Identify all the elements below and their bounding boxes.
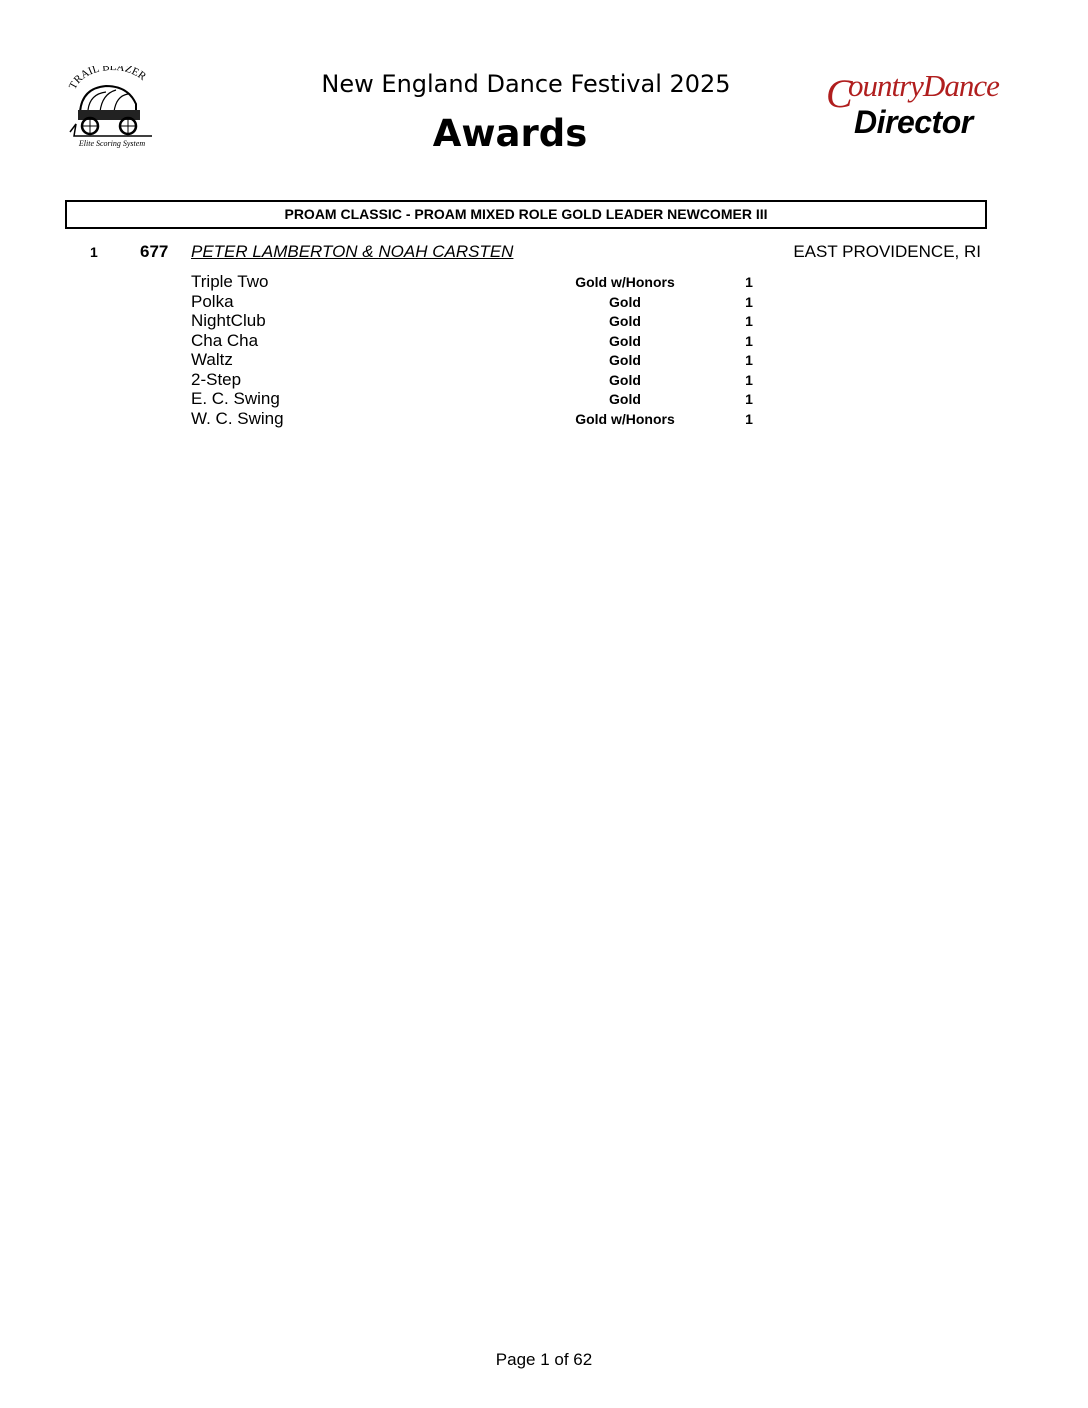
dance-award: Gold [609, 313, 641, 329]
logo-text-top: ountryDance [848, 68, 999, 103]
dance-place: 1 [745, 313, 753, 329]
entry-location: EAST PROVIDENCE, RI [793, 242, 981, 261]
list-item [0, 389, 1088, 409]
category-title: PROAM CLASSIC - PROAM MIXED ROLE GOLD LEADER NEWCOMER III [65, 200, 987, 229]
list-item [0, 272, 1088, 292]
page-number: Page 1 of 62 [495, 1350, 593, 1369]
dance-award: Gold w/Honors [575, 274, 675, 290]
dance-award: Gold [609, 372, 641, 388]
entry-place: 1 [90, 244, 98, 260]
dance-name: Triple Two [191, 272, 269, 291]
logo-text-top: TRAIL BLAZER [66, 66, 149, 92]
list-item [0, 409, 1088, 429]
dance-name: Waltz [191, 350, 233, 369]
logo-text-bottom: Elite Scoring System [78, 139, 146, 148]
logo-mark: C [826, 71, 853, 116]
dance-place: 1 [745, 391, 753, 407]
dance-name: E. C. Swing [191, 389, 280, 408]
dance-place: 1 [745, 333, 753, 349]
dance-place: 1 [745, 372, 753, 388]
list-item [0, 311, 1088, 331]
list-item [0, 331, 1088, 351]
dance-award: Gold [609, 352, 641, 368]
dance-award: Gold [609, 294, 641, 310]
entry-number: 677 [140, 242, 169, 261]
logo-text-bottom: Director [854, 104, 973, 140]
dance-name: W. C. Swing [191, 409, 284, 428]
dance-award: Gold [609, 391, 641, 407]
dance-place: 1 [745, 274, 753, 290]
entry-names: PETER LAMBERTON & NOAH CARSTEN [191, 242, 514, 261]
dance-award: Gold [609, 333, 641, 349]
list-item [0, 350, 1088, 370]
countrydance-director-logo [826, 66, 999, 146]
dance-place: 1 [745, 294, 753, 310]
festival-title: New England Dance Festival 2025 [321, 70, 731, 98]
dance-name: NightClub [191, 311, 266, 330]
dance-name: Cha Cha [191, 331, 259, 350]
list-item [0, 292, 1088, 312]
dance-name: 2-Step [191, 370, 242, 389]
dance-award: Gold w/Honors [575, 411, 675, 427]
dance-place: 1 [745, 411, 753, 427]
list-item [0, 370, 1088, 390]
dance-name: Polka [191, 292, 234, 311]
dance-place: 1 [745, 352, 753, 368]
page-heading: Awards [432, 112, 588, 155]
